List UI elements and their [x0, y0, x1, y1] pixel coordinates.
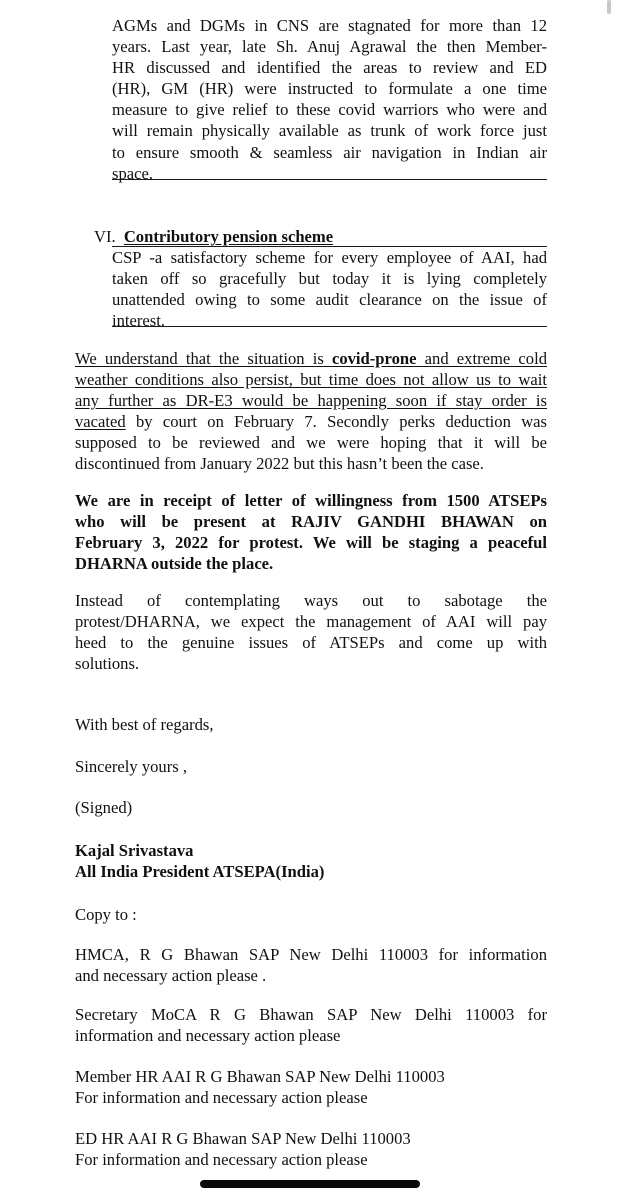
- section-title: Contributory pension scheme: [123, 227, 334, 246]
- paragraph-agms-dgms: [112, 15, 547, 184]
- section-heading-vi: [94, 226, 333, 247]
- text-line: years. Last year, late Sh. Anuj Agrawal the then Member-: [112, 37, 547, 57]
- text-line: unattended owing to some audit clearance on the issue of: [112, 290, 547, 310]
- text-line: Instead of contemplating ways out to sabotage the: [75, 591, 547, 610]
- horizontal-rule: [112, 179, 547, 180]
- text-line: protest/DHARNA, we expect the management of AAI will pay: [75, 612, 547, 632]
- closing-regards: With best of regards,: [75, 715, 214, 734]
- text-line: solutions.: [75, 654, 140, 674]
- copy-to-item: [75, 1128, 547, 1170]
- text-line: who will be present at RAJIV GANDHI BHAWAN on: [75, 512, 547, 532]
- paragraph-willingness: [75, 490, 547, 574]
- paragraph-situation: [75, 348, 547, 475]
- text-line: supposed to be reviewed and we were hoping that it will be: [75, 433, 547, 453]
- text-segment: vacated: [75, 412, 126, 432]
- text-line: For information and necessary action please: [75, 1088, 368, 1108]
- text-line: For information and necessary action please: [75, 1150, 368, 1170]
- text-line: heed to the genuine issues of ATSEPs and come up with: [75, 633, 547, 653]
- text-line: any further as DR-E3 would be happening soon if stay order is: [75, 391, 547, 411]
- copy-to-label: Copy to :: [75, 905, 137, 924]
- text-line: We are in receipt of letter of willingness from 1500 ATSEPs: [75, 491, 547, 510]
- text-line: February 3, 2022 for protest. We will be staging a peaceful: [75, 533, 547, 553]
- text-line: Member HR AAI R G Bhawan SAP New Delhi 110003: [75, 1067, 445, 1086]
- horizontal-rule: [112, 326, 547, 327]
- text-line: [75, 411, 547, 432]
- closing-sincerely: Sincerely yours ,: [75, 757, 187, 776]
- copy-to-item: [75, 1066, 547, 1108]
- text-line: weather conditions also persist, but time does not allow us to wait: [75, 370, 547, 390]
- text-line: DHARNA outside the place.: [75, 554, 274, 574]
- paragraph-instead: [75, 590, 547, 674]
- text-line: (HR), GM (HR) were instructed to formulate a one time: [112, 79, 547, 99]
- emphasis-covid-prone: covid-prone: [331, 349, 417, 368]
- text-line: Secretary MoCA R G Bhawan SAP New Delhi 110003 for: [75, 1005, 547, 1024]
- text-line: AGMs and DGMs in CNS are stagnated for more than 12: [112, 16, 547, 35]
- text-line: to ensure smooth & seamless air navigation in Indian air: [112, 142, 547, 162]
- text-line: measure to give relief to these covid warriors who were and: [112, 100, 547, 120]
- text-line: HMCA, R G Bhawan SAP New Delhi 110003 for information: [75, 945, 547, 964]
- text-line: space.: [112, 163, 153, 183]
- text-line: will remain physically available as trunk of work force just: [112, 121, 547, 141]
- text-segment: and extreme cold: [416, 349, 547, 368]
- text-line: and necessary action please .: [75, 966, 267, 986]
- text-line: interest.: [112, 311, 165, 331]
- home-indicator[interactable]: [200, 1180, 420, 1188]
- text-line: information and necessary action please: [75, 1026, 341, 1046]
- signatory-name: Kajal Srivastava: [75, 841, 194, 860]
- text-line: [75, 348, 547, 369]
- paragraph-csp: [112, 247, 547, 331]
- section-number: VI.: [94, 227, 116, 246]
- scroll-indicator[interactable]: [607, 0, 611, 14]
- copy-to-item: [75, 944, 547, 986]
- text-segment: by court on February 7. Secondly perks deduction was: [125, 412, 547, 432]
- copy-to-item: [75, 1004, 547, 1046]
- text-segment: We understand that the situation is: [75, 349, 332, 368]
- text-line: CSP -a satisfactory scheme for every employee of AAI, had: [112, 248, 547, 267]
- text-line: HR discussed and identified the areas to review and ED: [112, 58, 547, 78]
- signed-note: (Signed): [75, 798, 133, 817]
- text-line: discontinued from January 2022 but this hasn’t been the case.: [75, 454, 484, 474]
- text-line: ED HR AAI R G Bhawan SAP New Delhi 110003: [75, 1129, 411, 1148]
- signatory-designation: All India President ATSEPA(India): [75, 862, 325, 881]
- text-line: taken off so gracefully but today it is lying completely: [112, 269, 547, 289]
